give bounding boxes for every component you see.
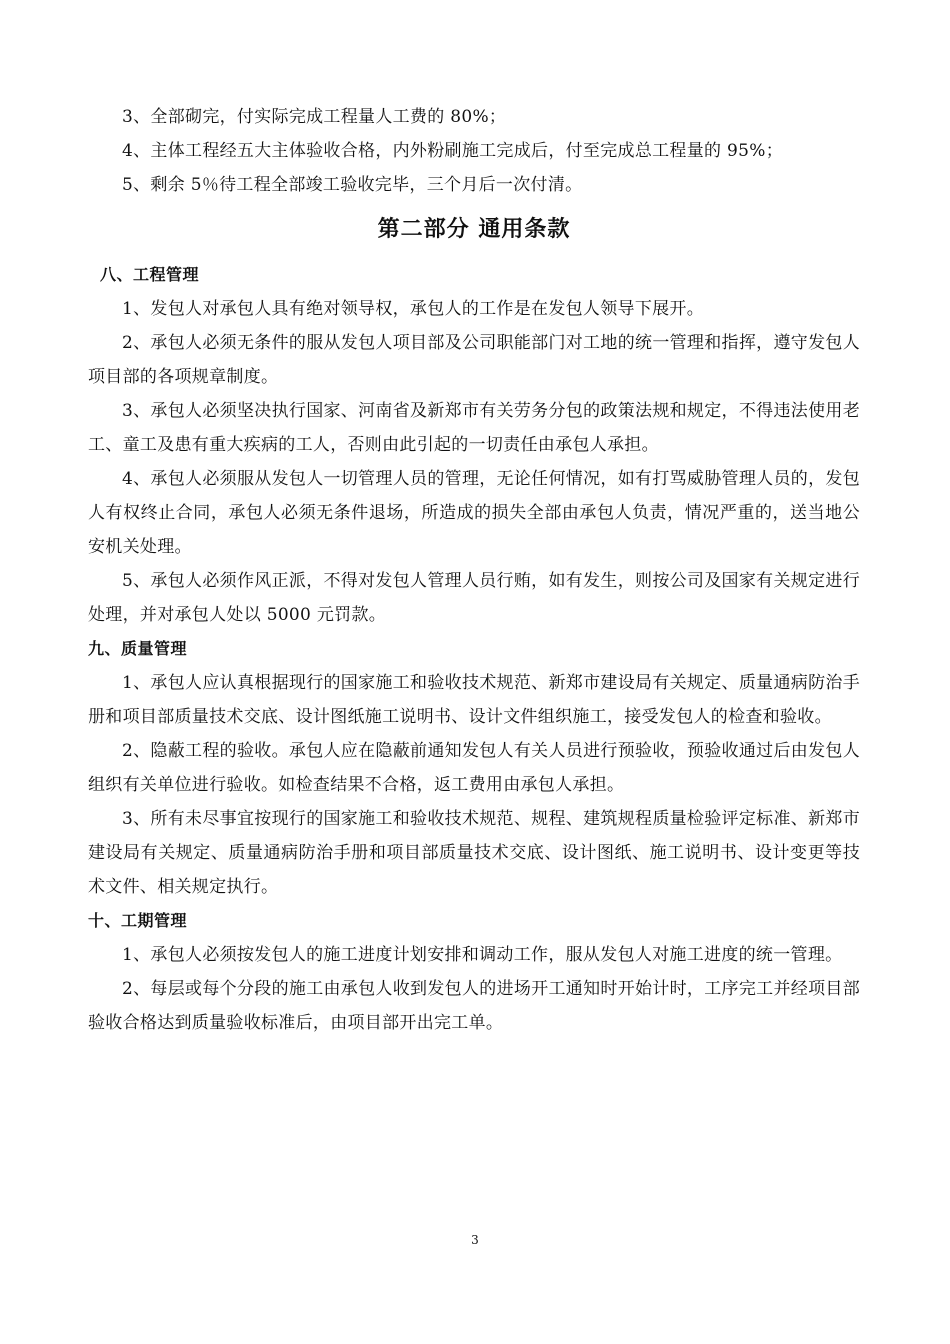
intro-paragraph: 5、剩余 5％待工程全部竣工验收完毕，三个月后一次付清。 <box>122 175 583 195</box>
page-number: 3 <box>471 1233 479 1247</box>
section-paragraph: 1、发包人对承包人具有绝对领导权，承包人的工作是在发包人领导下展开。 <box>122 299 705 319</box>
section-heading-engineering-management: 八、工程管理 <box>100 265 200 284</box>
section-heading-schedule-management: 十、工期管理 <box>88 911 188 930</box>
section-paragraph: 1、承包人必须按发包人的施工进度计划安排和调动工作，服从发包人对施工进度的统一管理。 <box>122 945 843 965</box>
section-paragraph: 2、承包人必须无条件的服从发包人项目部及公司职能部门对工地的统一管理和指挥，遵守发包人项目部的各项规章制度。 <box>88 333 860 387</box>
section-paragraph: 3、所有未尽事宜按现行的国家施工和验收技术规范、规程、建筑规程质量检验评定标准、新郑市建设局有关规定、质量通病防治手册和项目部质量技术交底、设计图纸、施工说明书、设计变更等技术文件、相关规定执行。 <box>88 809 860 897</box>
intro-paragraph: 4、主体工程经五大主体验收合格，内外粉刷施工完成后，付至完成总工程量的 95%； <box>122 141 784 161</box>
section-paragraph: 4、承包人必须服从发包人一切管理人员的管理，无论任何情况，如有打骂威胁管理人员的，发包人有权终止合同，承包人必须无条件退场，所造成的损失全部由承包人负责，情况严重的，送当地公安机关处理。 <box>88 469 860 557</box>
part-title: 第二部分 通用条款 <box>377 217 571 242</box>
section-paragraph: 3、承包人必须坚决执行国家、河南省及新郑市有关劳务分包的政策法规和规定，不得违法使用老工、童工及患有重大疾病的工人，否则由此引起的一切责任由承包人承担。 <box>88 401 860 455</box>
section-paragraph: 1、承包人应认真根据现行的国家施工和验收技术规范、新郑市建设局有关规定、质量通病防治手册和项目部质量技术交底、设计图纸施工说明书、设计文件组织施工，接受发包人的检查和验收。 <box>88 673 860 727</box>
section-paragraph: 2、隐蔽工程的验收。承包人应在隐蔽前通知发包人有关人员进行预验收，预验收通过后由发包人组织有关单位进行验收。如检查结果不合格，返工费用由承包人承担。 <box>88 741 860 795</box>
intro-paragraph: 3、全部砌完，付实际完成工程量人工费的 80%； <box>122 107 507 127</box>
section-paragraph: 5、承包人必须作风正派，不得对发包人管理人员行贿，如有发生，则按公司及国家有关规定进行处理，并对承包人处以 5000 元罚款。 <box>88 571 860 625</box>
section-paragraph: 2、每层或每个分段的施工由承包人收到发包人的进场开工通知时开始计时，工序完工并经项目部验收合格达到质量验收标准后，由项目部开出完工单。 <box>88 979 860 1033</box>
section-heading-quality-management: 九、质量管理 <box>88 639 188 658</box>
page-content <box>88 100 860 1040</box>
